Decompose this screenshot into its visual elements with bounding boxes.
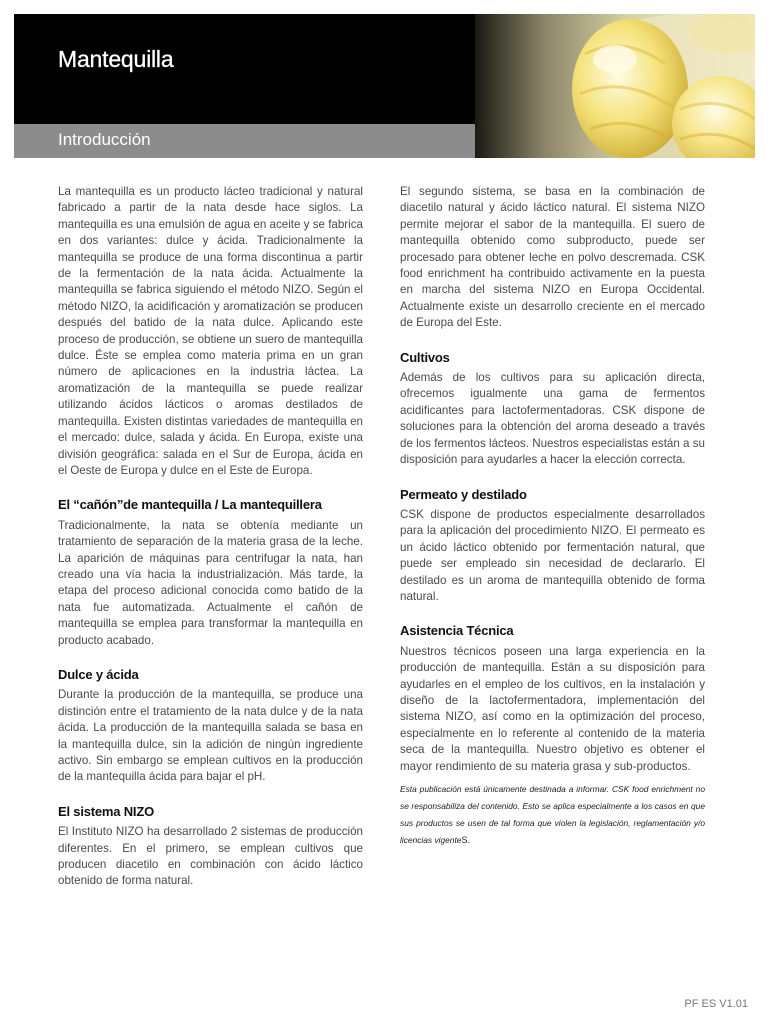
disclaimer-text: Esta publicación está únicamente destinada a informar. CSK food enrichment no se responsabiliza del contenido. Esto se aplica especialmente a los casos en que sus productos se usen de tal forma que violen la legislación, reglamentación y/o licencias vigente <box>400 784 705 845</box>
disclaimer-tail: S. <box>461 835 470 845</box>
version-label: PF ES V1.01 <box>684 998 748 1010</box>
second-system-paragraph: El segundo sistema, se basa en la combinación de diacetilo natural y ácido láctico natural. El sistema NIZO permite mejorar el sabor de la mantequilla. El suero de mantequilla obtenido como subproducto, puede ser procesado para obtener leche en polvo descremada. CSK food enrichment ha contribuido activamente en la puesta en marcha del sistema NIZO en Europa Occidental. Actualmente existe un desarrollo creciente en el mercado de Europa del Este. <box>400 185 705 330</box>
permeato-paragraph: CSK dispone de productos especialmente desarrollados para la aplicación del procedimiento NIZO. El permeato es un ácido láctico obtenido por fermentación natural, que puede ser empleado sin necesidad de declararlo. El destilado es un aroma de mantequilla obtenido de forma natural. <box>400 507 705 603</box>
dulce-acida-paragraph: Durante la producción de la mantequilla, se produce una distinción entre el tratamiento de la nata dulce y de la nata ácida. La producción de la mantequilla salada se basa en la mantequilla dulce, sin la adición de ningún ingrediente activo. Sin embargo se emplean cultivos en la producción de la mantequilla ácida para bajar el pH. <box>58 688 363 784</box>
section-title: Introducción <box>58 130 151 149</box>
dulce-acida-heading: Dulce y ácida <box>58 666 139 682</box>
nizo-paragraph: El Instituto NIZO ha desarrollado 2 sistemas de producción diferentes. En el primero, se emplean cultivos que producen diacetilo en combinación con ácido láctico obtenido de forma natural. <box>58 825 363 888</box>
asistencia-heading: Asistencia Técnica <box>400 623 514 639</box>
intro-paragraph: La mantequilla es un producto lácteo tradicional y natural fabricado a partir de la nata desde hace siglos. La mantequilla es una emulsión de agua en aceite y se fabrica en dos variantes: dulce y ácida. Tradicionalmente la mantequilla se produce de una forma discontinua a partir de la fermentación de la nata ácida. Actualmente la mantequilla se fabrica siguiendo el método NIZO. Según el método NIZO, la acidificación y aromatización se producen después del batido de la nata dulce. Aplicando este proceso de producción, se obtiene un suero de mantequilla dulce. Éste se emplea como materia prima en un gran número de aplicaciones en la industria láctea. La aromatización de la mantequilla se puede realizar utilizando ácidos lácticos o aromas destilados de mantequilla. Existen distintas variedades de mantequilla en el mercado: dulce, salada y ácida. En Europa, existe una división geográfica: salada en el Sur de Europa, ácida en el Oeste de Europa y dulce en el Este de Europa. <box>58 185 363 477</box>
permeato-heading: Permeato y destilado <box>400 486 527 502</box>
document-title: Mantequilla <box>58 46 174 72</box>
cultivos-paragraph: Además de los cultivos para su aplicación directa, ofrecemos igualmente una gama de fermentos acidificantes para lactofermentadoras. CSK dispone de soluciones para la obtención del aroma deseado a través de los fermentos lácteos. Nuestros especialistas están a su disposición para ayudarles a hacer la elección correcta. <box>400 371 705 467</box>
canon-paragraph: Tradicionalmente, la nata se obtenía mediante un tratamiento de separación de la materia grasa de la leche. La aparición de máquinas para centrifugar la nata, han creado una vía hacia la industrialización. Más tarde, la etapa del proceso adicional conocida como batido de la nata fue automatizada. Actualmente el cañón de mantequilla se emplea para transformar la mantequilla en producto acabado. <box>58 518 363 647</box>
cultivos-heading: Cultivos <box>400 349 450 365</box>
disclaimer <box>400 781 705 849</box>
butter-curls-photo <box>475 14 755 158</box>
canon-heading: El “cañón”de mantequilla / La mantequillera <box>58 497 322 513</box>
right-column <box>400 184 705 849</box>
left-column <box>58 184 363 890</box>
nizo-heading: El sistema NIZO <box>58 803 154 819</box>
asistencia-paragraph: Nuestros técnicos poseen una larga experiencia en la producción de mantequilla. Están a su disposición para ayudarles en el empleo de los cultivos, en la instalación y diseño de la lactofermentadora, implementación del sistema NIZO, así como en la optimización del proceso, especialmente en lo referente al contenido de la materia seca de la mantequilla. Nuestro objetivo es obtener el mayor rendimiento de su materia grasa y sub-productos. <box>400 644 705 773</box>
